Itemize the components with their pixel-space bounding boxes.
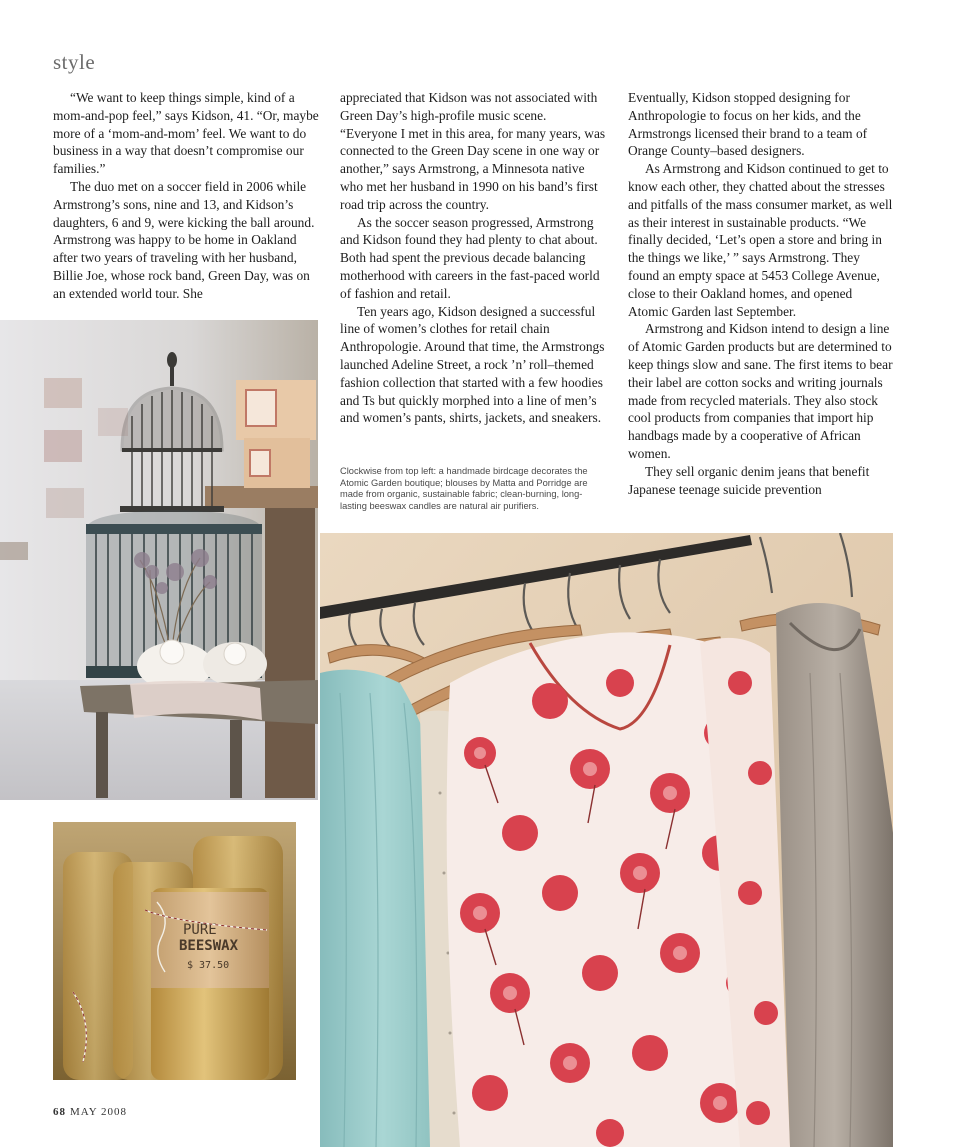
paragraph: Armstrong and Kidson intend to design a line of Atomic Garden products but are determined to keep things slow and sane. The first items to bear their label are cotton socks and writing journals made from recycled materials. They also stock cool products from companies that import hip handbags made by a cooperative of African women. xyxy=(628,321,893,461)
label-line-2: BEESWAX xyxy=(179,938,239,954)
paragraph: As the soccer season progressed, Armstrong and Kidson found they had plenty to chat about. Both had spent the previous decade balancing motherhood with careers in the fast-paced world of fashion and retail. xyxy=(340,214,600,301)
issue-date: MAY 2008 xyxy=(70,1106,128,1118)
paragraph: Eventually, Kidson stopped designing for Anthropologie to focus on her kids, and the Armstrongs licensed their brand to a team of Orange County–based designers. xyxy=(628,90,868,159)
photo-caption: Clockwise from top left: a handmade birdcage decorates the Atomic Garden boutique; blouses by Matta and Porridge are made from organic, sustainable fabric; clean-burning, long-lasting beeswax candles are natural air purifiers. xyxy=(340,466,588,512)
paragraph: The duo met on a soccer field in 2006 while Armstrong’s sons, nine and 13, and Kidson’s daughters, 6 and 9, were kicking the ball around. Armstrong was happy to be home in Oakland after two years of traveling with her husband, Billie Joe, whose rock band, Green Day, was on an extended world tour. She xyxy=(53,178,315,301)
beeswax-candle-photo xyxy=(53,822,296,1080)
label-price: $ 37.50 xyxy=(187,960,230,971)
paragraph: As Armstrong and Kidson continued to get to know each other, they chatted about the stresses and pitfalls of the mass consumer market, as well as their interest in sustainable products. “We finally decided, ‘Let’s open a store and bring in the things we like,’ ” says Armstrong. They found an empty space at 5453 College Avenue, close to their Oakland homes, and opened Atomic Garden last September. xyxy=(628,161,893,319)
label-line-1: PURE xyxy=(183,922,217,938)
paragraph: Ten years ago, Kidson designed a successful line of women’s clothes for retail chain Anthropologie. Around that time, the Armstrongs launched Adeline Street, a rock ’n’ roll–themed fashion collection that started with a few hoodies and Ts but quickly morphed into a line of men’s and women’s pants, shirts, jackets, and sneakers. xyxy=(340,303,605,426)
article-column-1 xyxy=(53,89,321,303)
article-column-2 xyxy=(340,89,606,427)
section-label: style xyxy=(53,50,96,74)
paragraph: “We want to keep things simple, kind of a mom-and-pop feel,” says Kidson, 41. “Or, maybe more of a ‘mom-and-mom’ feel. We want to do business in a way that doesn’t compromise our families.” xyxy=(53,90,319,177)
article-column-3 xyxy=(628,89,894,498)
page-number: 68 xyxy=(53,1106,66,1118)
birdcage-photo xyxy=(0,320,318,800)
paragraph: appreciated that Kidson was not associated with Green Day’s high-profile music scene. “Everyone I met in this area, for many years, was connected to the Green Day scene in one way or another,” says Armstrong, a Minnesota native who met her husband in 1990 on his band’s first road trip across the country. xyxy=(340,90,606,212)
paragraph: They sell organic denim jeans that benefit Japanese teenage suicide prevention xyxy=(628,463,870,497)
clothing-rack-photo xyxy=(320,533,893,1147)
page-folio xyxy=(53,1106,127,1118)
